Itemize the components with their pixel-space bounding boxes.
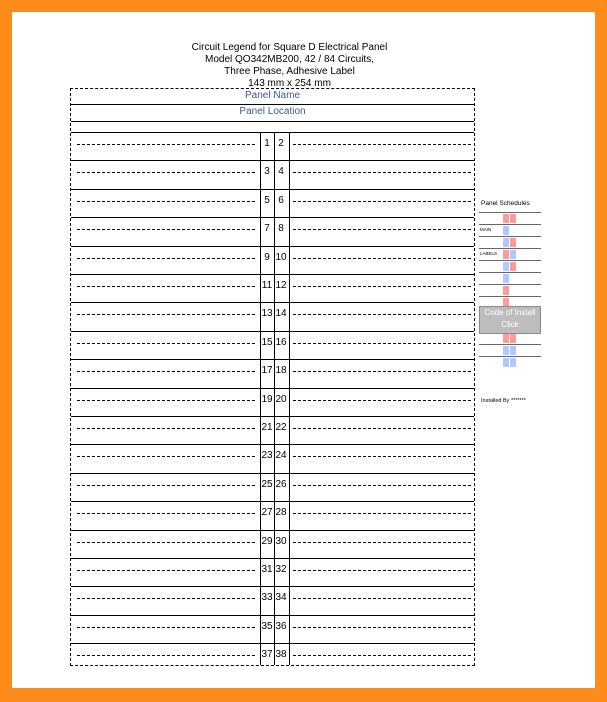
thumbnail-row (479, 356, 541, 357)
circuit-number-left: 31 (261, 564, 273, 575)
right-circuit-entry[interactable] (293, 371, 471, 372)
thumbnail-cell (510, 238, 516, 247)
row-divider (71, 444, 474, 445)
circuit-number-right: 4 (278, 166, 284, 178)
circuit-number-left: 27 (261, 507, 273, 519)
circuit-number-left: 11 (261, 280, 273, 291)
right-circuit-entry[interactable] (293, 513, 471, 514)
table-row (71, 558, 474, 586)
left-circuit-entry[interactable] (77, 485, 255, 486)
thumbnail-cell (503, 214, 509, 223)
row-divider (71, 359, 474, 360)
document-title (12, 42, 567, 90)
circuit-number-left: 1 (264, 138, 270, 149)
circuit-number-left: 7 (264, 223, 270, 235)
circuit-number-right: 38 (275, 649, 287, 661)
title-line-4: 143 mm x 254 mm (248, 78, 331, 89)
circuit-number-left: 9 (264, 251, 270, 263)
table-row (71, 501, 474, 529)
circuit-number-left: 23 (261, 450, 273, 462)
thumbnail-cell (510, 358, 516, 367)
circuit-number-left: 13 (261, 308, 273, 320)
right-circuit-entry[interactable] (293, 598, 471, 599)
thumbnail-row-label: MAIN (480, 227, 492, 232)
circuit-number-right: 22 (275, 422, 287, 433)
thumbnail-row (479, 248, 541, 249)
row-divider (71, 189, 474, 190)
thumbnail-cell (503, 286, 509, 295)
circuit-number-left: 29 (261, 535, 273, 547)
table-row (71, 274, 474, 302)
left-circuit-entry[interactable] (77, 456, 255, 457)
thumbnail-cell (503, 262, 509, 271)
left-circuit-entry[interactable] (77, 570, 255, 571)
row-divider (71, 416, 474, 417)
left-circuit-entry[interactable] (77, 172, 255, 173)
install-code-popup[interactable] (479, 306, 541, 334)
title-line-3: Three Phase, Adhesive Label (224, 66, 355, 77)
circuit-number-left: 17 (261, 365, 273, 377)
thumbnail-cell (503, 358, 509, 367)
left-circuit-entry[interactable] (77, 201, 255, 202)
left-circuit-entry[interactable] (77, 627, 255, 628)
table-row (71, 473, 474, 501)
circuit-number-right: 28 (275, 507, 287, 519)
thumbnail-cell (510, 346, 516, 355)
left-circuit-entry[interactable] (77, 428, 255, 429)
right-circuit-entry[interactable] (293, 485, 471, 486)
right-circuit-entry[interactable] (293, 286, 471, 287)
thumbnail-cell (510, 226, 516, 235)
right-circuit-entry[interactable] (293, 570, 471, 571)
thumbnail-row (479, 284, 541, 285)
table-row (71, 530, 474, 558)
left-circuit-entry[interactable] (77, 513, 255, 514)
circuit-number-left: 35 (261, 620, 273, 632)
thumbnail-row (479, 344, 541, 345)
thumbnail-row (479, 296, 541, 297)
left-circuit-entry[interactable] (77, 343, 255, 344)
circuit-number-right: 10 (275, 251, 287, 263)
left-circuit-entry[interactable] (77, 314, 255, 315)
popup-line-2: Click (501, 320, 519, 329)
circuit-number-left: 21 (261, 422, 273, 433)
right-circuit-entry[interactable] (293, 456, 471, 457)
right-circuit-entry[interactable] (293, 343, 471, 344)
circuit-number-right: 12 (275, 280, 287, 291)
left-circuit-entry[interactable] (77, 371, 255, 372)
thumbnail-cell (503, 226, 509, 235)
row-divider (71, 302, 474, 303)
right-circuit-entry[interactable] (293, 627, 471, 628)
panel-name-field[interactable]: Panel Name (244, 90, 301, 101)
left-circuit-entry[interactable] (77, 400, 255, 401)
circuit-number-right: 30 (275, 535, 287, 547)
row-divider (71, 388, 474, 389)
right-circuit-entry[interactable] (293, 201, 471, 202)
thumbnail-row (479, 272, 541, 273)
header-divider (71, 104, 474, 105)
thumbnail-cell (503, 250, 509, 259)
table-row (71, 615, 474, 643)
row-divider (71, 246, 474, 247)
thumbnail-row (479, 260, 541, 261)
circuit-number-left: 15 (261, 336, 273, 348)
left-circuit-entry[interactable] (77, 542, 255, 543)
thumbnail-title: Panel Schedules (481, 200, 530, 207)
right-circuit-entry[interactable] (293, 655, 471, 656)
row-divider (71, 274, 474, 275)
right-circuit-entry[interactable] (293, 172, 471, 173)
label-sheet (12, 12, 595, 688)
row-divider (71, 558, 474, 559)
table-row (71, 359, 474, 387)
popup-line-1: Code of Install (484, 308, 536, 317)
table-row (71, 444, 474, 472)
thumbnail-cell (510, 250, 516, 259)
table-row (71, 416, 474, 444)
row-divider (71, 473, 474, 474)
thumbnail-cell (503, 334, 509, 343)
panel-location-field[interactable]: Panel Location (239, 106, 306, 117)
circuit-number-right: 18 (275, 365, 287, 377)
circuit-number-left: 3 (264, 166, 270, 178)
right-circuit-entry[interactable] (293, 400, 471, 401)
left-circuit-entry[interactable] (77, 229, 255, 230)
circuit-number-left: 19 (261, 393, 273, 405)
title-line-1: Circuit Legend for Square D Electrical Panel (191, 42, 388, 53)
circuit-number-right: 34 (275, 592, 287, 604)
circuit-number-right: 32 (275, 564, 287, 575)
circuit-number-right: 2 (278, 138, 284, 149)
circuit-number-right: 26 (275, 478, 287, 490)
installed-by-text: Installed By ******* (481, 398, 526, 404)
thumbnail-cell (510, 274, 516, 283)
table-row (71, 217, 474, 245)
thumbnail-row (479, 236, 541, 237)
table-row (71, 331, 474, 359)
right-circuit-entry[interactable] (293, 314, 471, 315)
circuit-number-right: 14 (275, 308, 287, 320)
thumbnail-cell (510, 214, 516, 223)
row-divider (71, 132, 474, 133)
left-circuit-entry[interactable] (77, 144, 255, 145)
left-circuit-entry[interactable] (77, 258, 255, 259)
thumbnail-row-label: LABELS (480, 251, 498, 256)
thumbnail-cell (503, 238, 509, 247)
row-divider (71, 615, 474, 616)
table-row (71, 302, 474, 330)
right-circuit-entry[interactable] (293, 144, 471, 145)
row-divider (71, 331, 474, 332)
circuit-number-right: 6 (278, 194, 284, 206)
circuit-number-left: 25 (261, 478, 273, 490)
row-divider (71, 530, 474, 531)
circuit-legend-label (70, 88, 475, 666)
circuit-number-right: 24 (275, 450, 287, 462)
table-row (71, 189, 474, 217)
circuit-number-right: 8 (278, 223, 284, 235)
table-row (71, 388, 474, 416)
circuit-number-right: 20 (275, 393, 287, 405)
thumbnail-cell (503, 346, 509, 355)
right-circuit-entry[interactable] (293, 229, 471, 230)
table-row (71, 160, 474, 188)
thumbnail-cell (510, 334, 516, 343)
thumbnail-cell (510, 262, 516, 271)
row-divider (71, 643, 474, 644)
thumbnail-cell (503, 274, 509, 283)
right-circuit-entry[interactable] (293, 428, 471, 429)
circuit-number-right: 36 (275, 620, 287, 632)
row-divider (71, 160, 474, 161)
circuit-number-right: 16 (275, 336, 287, 348)
row-divider (71, 501, 474, 502)
circuit-number-left: 37 (261, 649, 273, 661)
left-circuit-entry[interactable] (77, 655, 255, 656)
circuit-number-left: 33 (261, 592, 273, 604)
left-circuit-entry[interactable] (77, 598, 255, 599)
thumbnail-row (479, 212, 541, 213)
table-row (71, 643, 474, 671)
thumbnail-cell (510, 286, 516, 295)
row-divider (71, 217, 474, 218)
row-divider (71, 586, 474, 587)
circuit-number-left: 5 (264, 194, 270, 206)
table-row (71, 586, 474, 614)
header-divider (71, 121, 474, 122)
table-row (71, 132, 474, 160)
thumbnail-row (479, 224, 541, 225)
table-row (71, 246, 474, 274)
right-circuit-entry[interactable] (293, 542, 471, 543)
title-line-2: Model QO342MB200, 42 / 84 Circuits, (205, 54, 374, 65)
left-circuit-entry[interactable] (77, 286, 255, 287)
right-circuit-entry[interactable] (293, 258, 471, 259)
panel-schedules-thumbnail[interactable] (479, 200, 543, 404)
